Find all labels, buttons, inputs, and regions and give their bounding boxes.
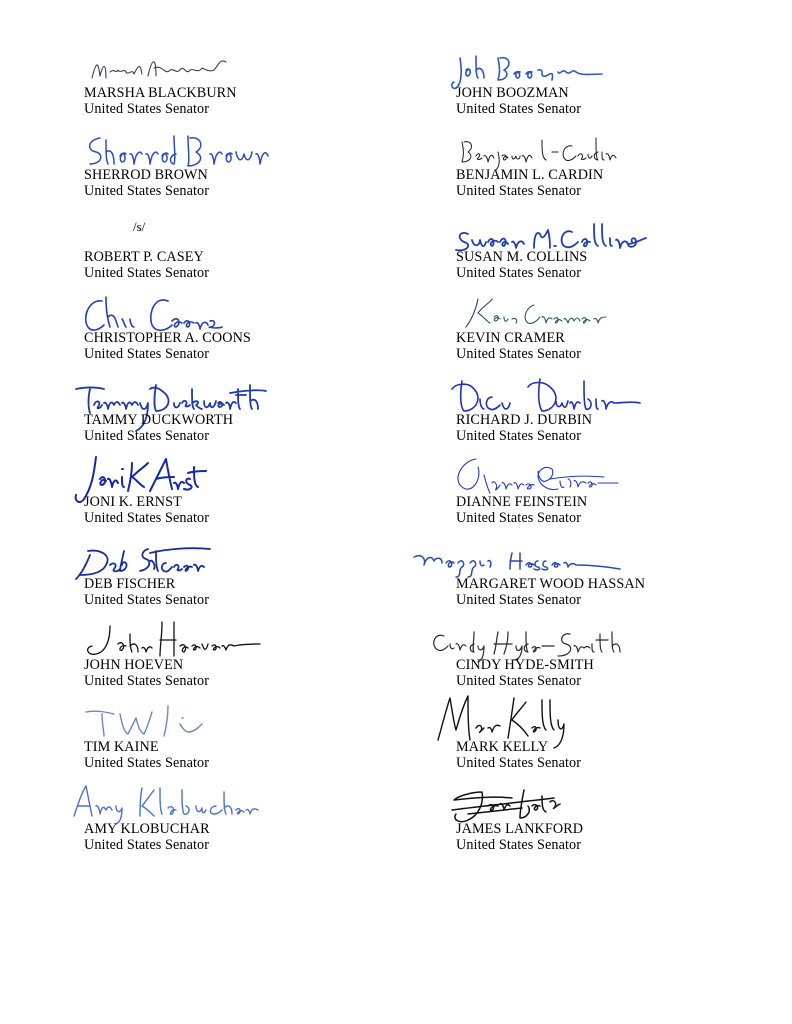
signatory-title: United States Senator [456,101,582,117]
signatory-title: United States Senator [84,510,210,526]
signatory-title: United States Senator [84,101,210,117]
signatory-block-lankford [456,820,786,902]
signatory-name: JONI K. ERNST [84,494,182,510]
signatory-title: United States Senator [84,755,210,771]
signatory-title: United States Senator [456,592,582,608]
signatory-name: DIANNE FEINSTEIN [456,494,588,510]
signatory-title: United States Senator [456,183,582,199]
signatory-title: United States Senator [84,837,210,853]
signatory-name: TAMMY DUCKWORTH [84,412,234,428]
signatory-name: MARSHA BLACKBURN [84,85,237,101]
signatory-name: KEVIN CRAMER [456,330,565,346]
signatory-name: AMY KLOBUCHAR [84,821,210,837]
signatory-name: JAMES LANKFORD [456,821,584,837]
signatory-title: United States Senator [84,346,210,362]
signatory-name: RICHARD J. DURBIN [456,412,593,428]
signatory-name: CINDY HYDE-SMITH [456,657,594,673]
signatory-name: DEB FISCHER [84,576,176,592]
signatory-name: CHRISTOPHER A. COONS [84,330,251,346]
signatory-name: BENJAMIN L. CARDIN [456,167,604,183]
signatory-name: MARGARET WOOD HASSAN [456,576,646,592]
signatory-name: TIM KAINE [84,739,159,755]
signatory-name: ROBERT P. CASEY [84,249,204,265]
signatory-title: United States Senator [456,673,582,689]
signatory-title: United States Senator [456,837,582,853]
signatory-title: United States Senator [456,265,582,281]
signatory-title: United States Senator [84,183,210,199]
signatory-block-klobuchar [84,820,414,902]
conformed-signature: /s/ [133,219,146,234]
signatory-name: JOHN BOOZMAN [456,85,569,101]
signatory-name: MARK KELLY [456,739,549,755]
signatory-name: SHERROD BROWN [84,167,208,183]
signatory-title: United States Senator [456,510,582,526]
signatory-title: United States Senator [84,428,210,444]
signatory-title: United States Senator [456,346,582,362]
signatory-name: JOHN HOEVEN [84,657,184,673]
signatory-block-brown [84,166,414,248]
signatory-title: United States Senator [456,428,582,444]
signatory-title: United States Senator [84,673,210,689]
signatory-title: United States Senator [84,265,210,281]
signatory-title: United States Senator [84,592,210,608]
signatory-title: United States Senator [456,755,582,771]
signatory-name: SUSAN M. COLLINS [456,249,588,265]
